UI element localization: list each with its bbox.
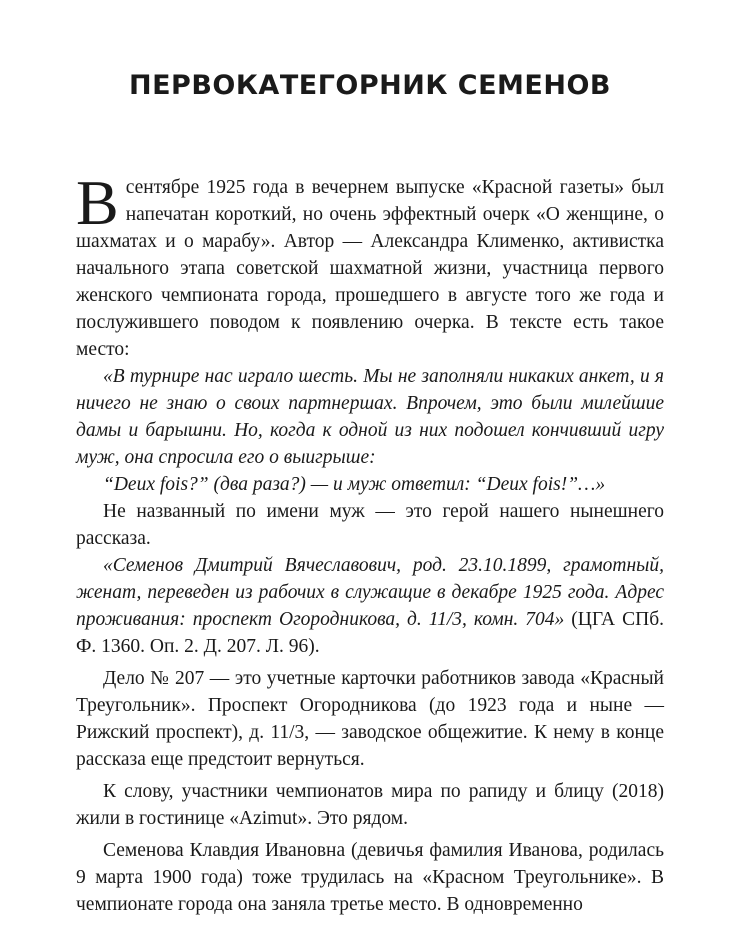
paragraph-intro (76, 167, 664, 363)
chapter-body (76, 167, 664, 918)
archive-quote-paragraph (76, 552, 664, 660)
drop-cap-letter: В (76, 167, 119, 238)
chapter-title: ПЕРВОКАТЕГОРНИК СЕМЕНОВ (129, 70, 611, 101)
book-page (76, 0, 664, 926)
paragraph-intro-text: сентябре 1925 года в вечернем выпуске «Красной газеты» был напечатан короткий, но очень эффектный очерк «О женщине, о шахматах и о марабу». Автор — Александра Клименко, активистка начального этапа советской шахматной жизни, участница первого женского чемпионата города, прошедшего в августе того же года и послужившего поводом к появлению очерка. В тексте есть такое место: (76, 177, 664, 360)
paragraph-husband: Не названный по имени муж — это герой нашего нынешнего рассказа. (76, 501, 664, 549)
paragraph-klavdia: Семенова Клавдия Ивановна (девичья фамилия Иванова, родилась 9 марта 1900 года) тоже трудилась на «Красном Треугольнике». В чемпионате города она заняла третье место. В одновременно (76, 840, 664, 915)
paragraph-case-207: Дело № 207 — это учетные карточки работников завода «Красный Треугольник». Проспект Огородникова (до 1923 года и ныне — Рижский проспект), д. 11/3, — заводское общежитие. К нему в конце рассказа еще предстоит вернуться. (76, 668, 664, 770)
quote-paragraph-2: “Deux fois?” (два раза?) — и муж ответил: “Deux fois!”…» (103, 474, 606, 495)
archive-reference: (ЦГА СПб. Ф. 1360. Оп. 2. Д. 207. Л. 96). (76, 609, 664, 657)
archive-quote-text: «Семенов Дмитрий Вячеславович, род. 23.10.1899, грамотный, женат, переведен из рабочих в служащие в декабре 1925 года. Адрес проживания: проспект Огородникова, д. 11/3, комн. 704» (76, 555, 664, 630)
quote-paragraph-1: «В турнире нас играло шесть. Мы не заполняли никаких анкет, и я ничего не знаю о своих партнершах. Впрочем, это были милейшие дамы и барышни. Но, когда к одной из них подошел кончивший игру муж, она спросила его о выигрыше: (76, 366, 664, 468)
paragraph-azimut: К слову, участники чемпионатов мира по рапиду и блицу (2018) жили в гостинице «Azimut». Это рядом. (76, 781, 664, 829)
